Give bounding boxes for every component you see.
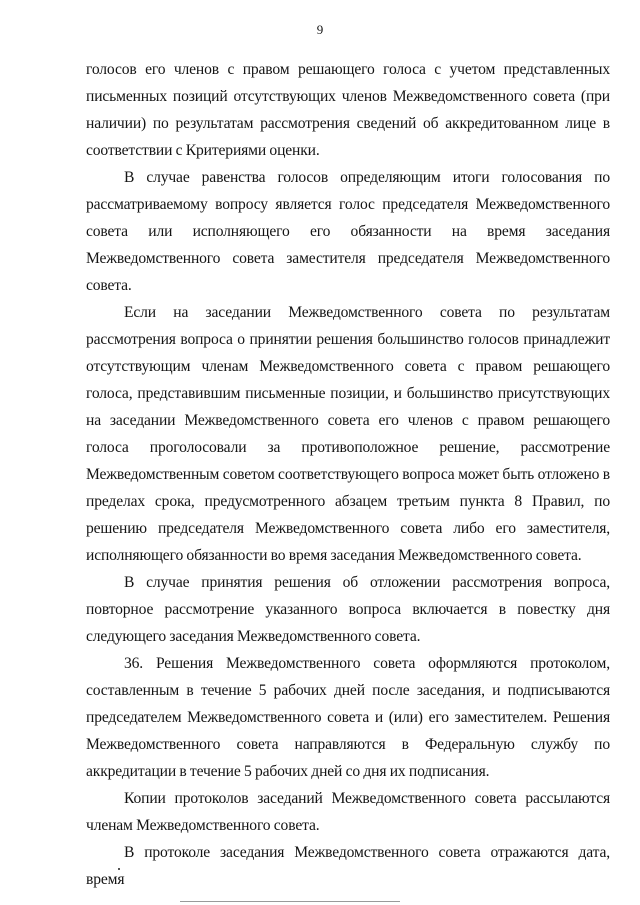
page-number: 9 <box>316 22 324 37</box>
scan-speck <box>118 868 120 870</box>
paragraph-protocol-copies: Копии протоколов заседаний Межведомственного совета рассылаются членам Межведомственного совета. <box>86 790 610 834</box>
paragraph-continuation: голосов его членов с правом решающего голоса с учетом представленных письменных позиций отсутствующих членов Межведомственного совета (при наличии) по результатам рассмотрения сведений об аккредитованном лице в соответствии с Критериями оценки. <box>86 61 610 159</box>
paragraph-tie-vote: В случае равенства голосов определяющим итоги голосования по рассматриваемому вопросу является голос председателя Межведомственного совета или исполняющего его обязанности на время заседания Межведомственного совета заместителя председателя Межведомственного совета. <box>86 169 610 294</box>
document-body <box>86 56 610 893</box>
scan-edge-line <box>180 901 400 902</box>
paragraph-absent-members-majority: Если на заседании Межведомственного совета по результатам рассмотрения вопроса о принятии решения большинство голосов принадлежит отсутствующим членам Межведомственного совета с правом решающего голоса, представившим письменные позиции, и большинство присутствующих на заседании Межведомственного совета его членов с правом решающего голоса проголосовали за противоположное решение, рассмотрение Межведомственным советом соответствующего вопроса может быть отложено в пределах срока, предусмотренного абзацем третьим пункта 8 Правил, по решению председателя Межведомственного совета либо его заместителя, исполняющего обязанности во время заседания Межведомственного совета. <box>86 304 610 564</box>
paragraph-protocol-contents: В протоколе заседания Межведомственного совета отражаются дата, время <box>86 844 610 888</box>
paragraph-item-36: 36. Решения Межведомственного совета оформляются протоколом, составленным в течение 5 рабочих дней после заседания, и подписываются председателем Межведомственного совета и (или) его заместителем. Решения Межведомственного совета направляются в Федеральную службу по аккредитации в течение 5 рабочих дней со дня их подписания. <box>86 655 610 780</box>
paragraph-postponement: В случае принятия решения об отложении рассмотрения вопроса, повторное рассмотрение указанного вопроса включается в повестку дня следующего заседания Межведомственного совета. <box>86 574 610 645</box>
